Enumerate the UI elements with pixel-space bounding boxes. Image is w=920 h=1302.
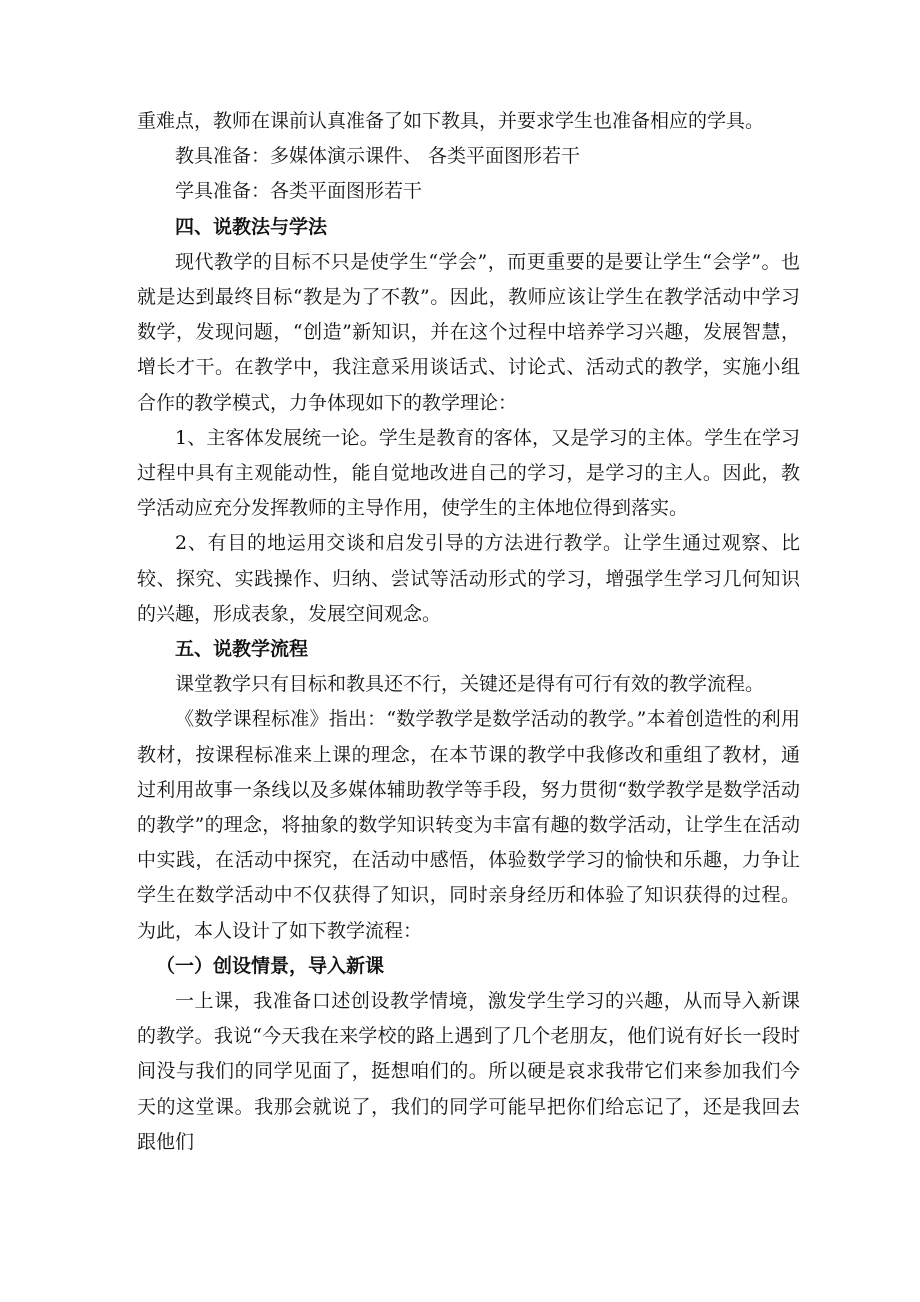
learning-aids-line: 学具准备：各类平面图形若干 (175, 180, 423, 203)
paragraph-methods-intro: 现代教学的目标不只是使学生“学会”，而更重要的是要让学生“会学”。也就是达到最终目标“教是为了不教”。因此，教师应该让学生在教学活动中学习数学，发现问题，“创造”新知识，并在这个过程中培养学习兴趣，发展智慧，增长才干。在教学中，我注意采用谈话式、讨论式、活动式的教学，实施小组合作的教学模式，力争体现如下的教学理论： (137, 250, 800, 414)
paragraph-theory-2: 2、有目的地运用交谈和启发引导的方法进行教学。让学生通过观察、比较、探究、实践操作、归纳、尝试等活动形式的学习，增强学生学习几何知识的兴趣，形成表象，发展空间观念。 (137, 532, 800, 625)
paragraph-curriculum-standard: 《数学课程标准》指出：“数学教学是数学活动的教学。”本着创造性的利用教材，按课程标准来上课的理念，在本节课的教学中我修改和重组了教材，通过利用故事一条线以及多媒体辅助教学等手段，努力贯彻“数学教学是数学活动的教学”的理念，将抽象的数学知识转变为丰富有趣的数学活动，让学生在活动中实践，在活动中探究，在活动中感悟，体验数学学习的愉快和乐趣，力争让学生在数学活动中不仅获得了知识，同时亲身经历和体验了知识获得的过程。为此，本人设计了如下教学流程： (137, 708, 800, 942)
step-heading-intro: （一）创设情景，导入新课 (156, 954, 385, 977)
paragraph-step-intro: 一上课，我准备口述创设教学情境，激发学生学习的兴趣，从而导入新课的教学。我说“今天我在来学校的路上遇到了几个老朋友，他们说有好长一段时间没与我们的同学见面了，挺想咱们的。所以硬是哀求我带它们来参加我们今天的这堂课。我那会就说了，我们的同学可能早把你们给忘记了，还是我回去跟他们 (137, 990, 800, 1153)
paragraph-theory-1: 1、主客体发展统一论。学生是教育的客体，又是学习的主体。学生在学习过程中具有主观能动性，能自觉地改进自己的学习，是学习的主人。因此，教学活动应充分发挥教师的主导作用，使学生的主体地位得到落实。 (137, 426, 800, 520)
paragraph-preparation: 重难点，教师在课前认真准备了如下教具，并要求学生也准备相应的学具。 (137, 110, 765, 132)
section-heading-methods: 四、说教法与学法 (175, 215, 328, 238)
section-heading-process: 五、说教学流程 (175, 638, 309, 661)
paragraph-process-intro: 课堂教学只有目标和教具还不行，关键还是得有可行有效的教学流程。 (175, 673, 765, 696)
teaching-aids-line: 教具准备：多媒体演示课件、 各类平面图形若干 (175, 145, 581, 168)
